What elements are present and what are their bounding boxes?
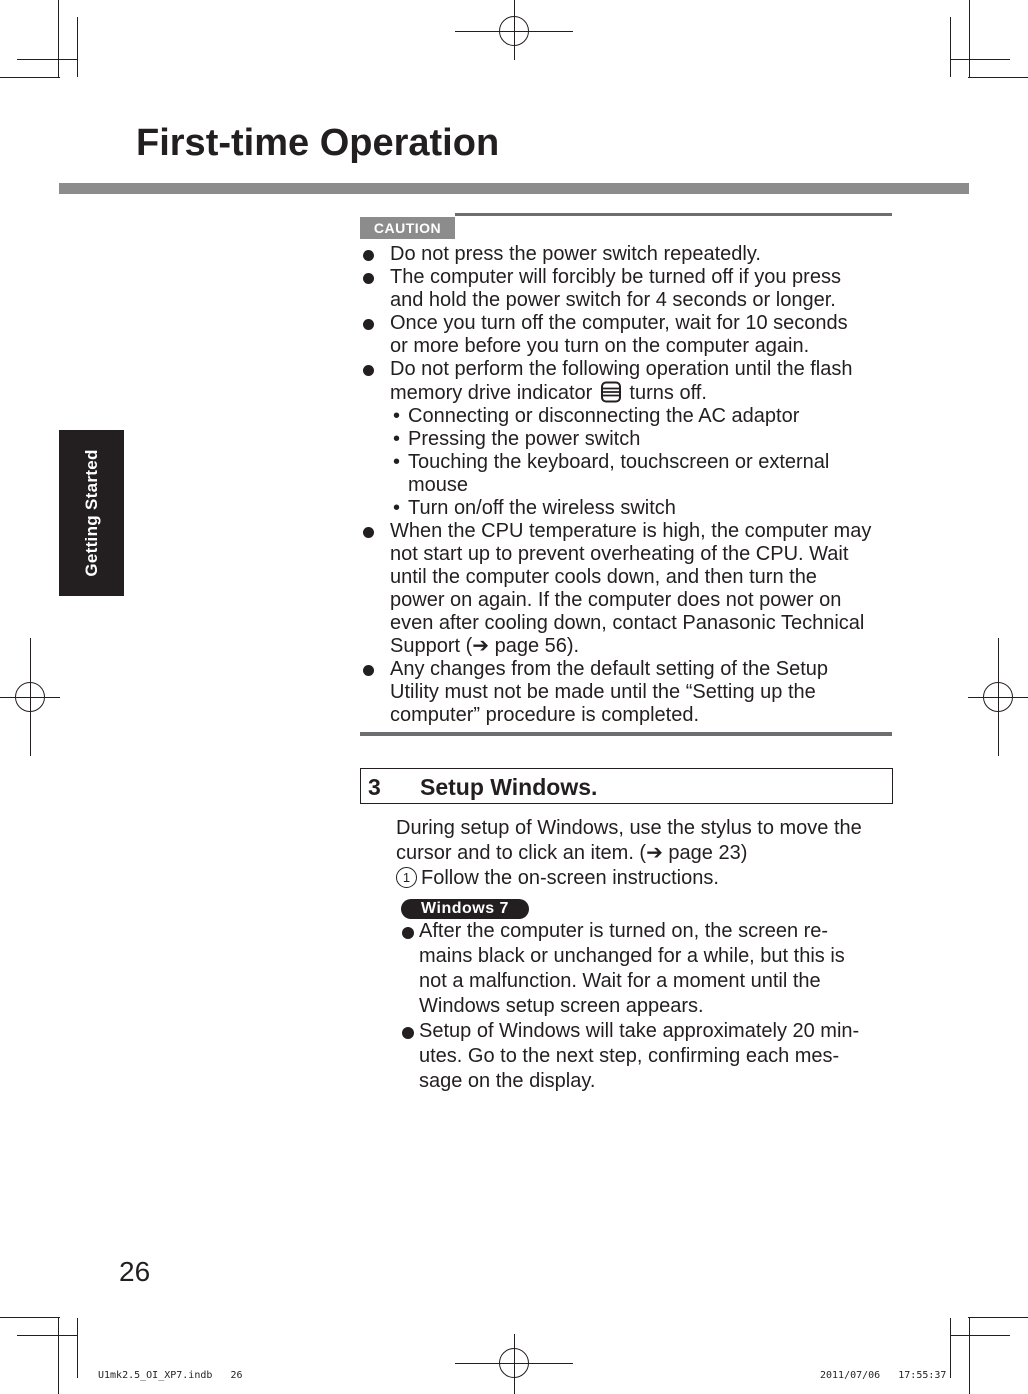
bullet-icon bbox=[363, 273, 374, 284]
step-description: During setup of Windows, use the stylus to move the cursor and to click an item. (➔ page 23) 1 Follow the on-screen instructions. bbox=[396, 816, 896, 891]
list-item: Setup of Windows will take approximately 20 min- utes. Go to the next step, confirming each mes- sage on the display. bbox=[402, 1019, 892, 1094]
section-side-tab bbox=[59, 430, 124, 596]
caution-label: CAUTION bbox=[360, 217, 455, 239]
bullet-icon bbox=[402, 927, 414, 939]
arrow-right-icon: ➔ bbox=[646, 842, 663, 864]
flash-memory-drive-icon bbox=[600, 381, 622, 403]
section-side-tab-label: Getting Started bbox=[81, 449, 101, 577]
file-info: U1mk2.5_OI_XP7.indb 26 bbox=[98, 1370, 243, 1381]
page-reference-link[interactable]: page 56). bbox=[489, 635, 580, 657]
title-rule bbox=[59, 183, 969, 194]
sub-bullet-icon: • bbox=[393, 497, 401, 519]
caution-bottom-rule bbox=[360, 732, 892, 736]
caution-box bbox=[360, 212, 892, 736]
sub-list-item: • Turn on/off the wireless switch bbox=[393, 497, 676, 519]
page-title: First-time Operation bbox=[136, 122, 500, 164]
arrow-right-icon: ➔ bbox=[472, 635, 490, 657]
caution-top-rule bbox=[455, 213, 892, 216]
os-badge: Windows 7 bbox=[401, 899, 529, 919]
list-item: When the CPU temperature is high, the computer may not start up to prevent overheating of the CPU. Wait until the computer cools down, and then turn the power on again. If the computer does not power on even after cooling down, contact Panasonic Technical Support (➔ page 56). bbox=[360, 520, 892, 658]
sub-list-item: • Connecting or disconnecting the AC adaptor bbox=[393, 405, 800, 427]
list-item: Do not perform the following operation until the flash memory drive indicator turns off. bbox=[360, 358, 892, 405]
substep: 1 Follow the on-screen instructions. bbox=[396, 866, 896, 891]
page-reference-link[interactable]: page 23) bbox=[662, 842, 748, 864]
caution-list bbox=[360, 243, 892, 727]
bullet-icon bbox=[402, 1027, 414, 1039]
timestamp: 2011/07/06 17:55:37 bbox=[820, 1370, 947, 1381]
bullet-icon bbox=[363, 319, 374, 330]
sub-list-item: • Touching the keyboard, touchscreen or external mouse bbox=[393, 451, 830, 496]
list-item: Do not press the power switch repeatedly. bbox=[360, 243, 892, 266]
windows-notes bbox=[402, 919, 892, 1094]
sub-bullet-icon: • bbox=[393, 451, 401, 473]
step-title: Setup Windows. bbox=[420, 774, 598, 800]
sub-list-item: • Pressing the power switch bbox=[393, 428, 641, 450]
bullet-icon bbox=[363, 365, 374, 376]
list-item: After the computer is turned on, the screen re- mains black or unchanged for a while, but this is not a malfunction. Wait for a moment until the Windows setup screen appears. bbox=[402, 919, 892, 1019]
step-number: 3 bbox=[368, 774, 381, 800]
list-item: The computer will forcibly be turned off if you press and hold the power switch for 4 seconds or longer. bbox=[360, 266, 892, 312]
circled-number-icon: 1 bbox=[396, 867, 417, 888]
bullet-icon bbox=[363, 250, 374, 261]
step-heading bbox=[360, 768, 893, 804]
bullet-icon bbox=[363, 665, 374, 676]
page-number: 26 bbox=[119, 1256, 151, 1287]
list-item: Any changes from the default setting of the Setup Utility must not be made until the “Setting up the computer” procedure is completed. bbox=[360, 658, 892, 727]
bullet-icon bbox=[363, 527, 374, 538]
sub-bullet-icon: • bbox=[393, 428, 401, 450]
list-item: Once you turn off the computer, wait for 10 seconds or more before you turn on the computer again. bbox=[360, 312, 892, 358]
sub-bullet-icon: • bbox=[393, 405, 401, 427]
